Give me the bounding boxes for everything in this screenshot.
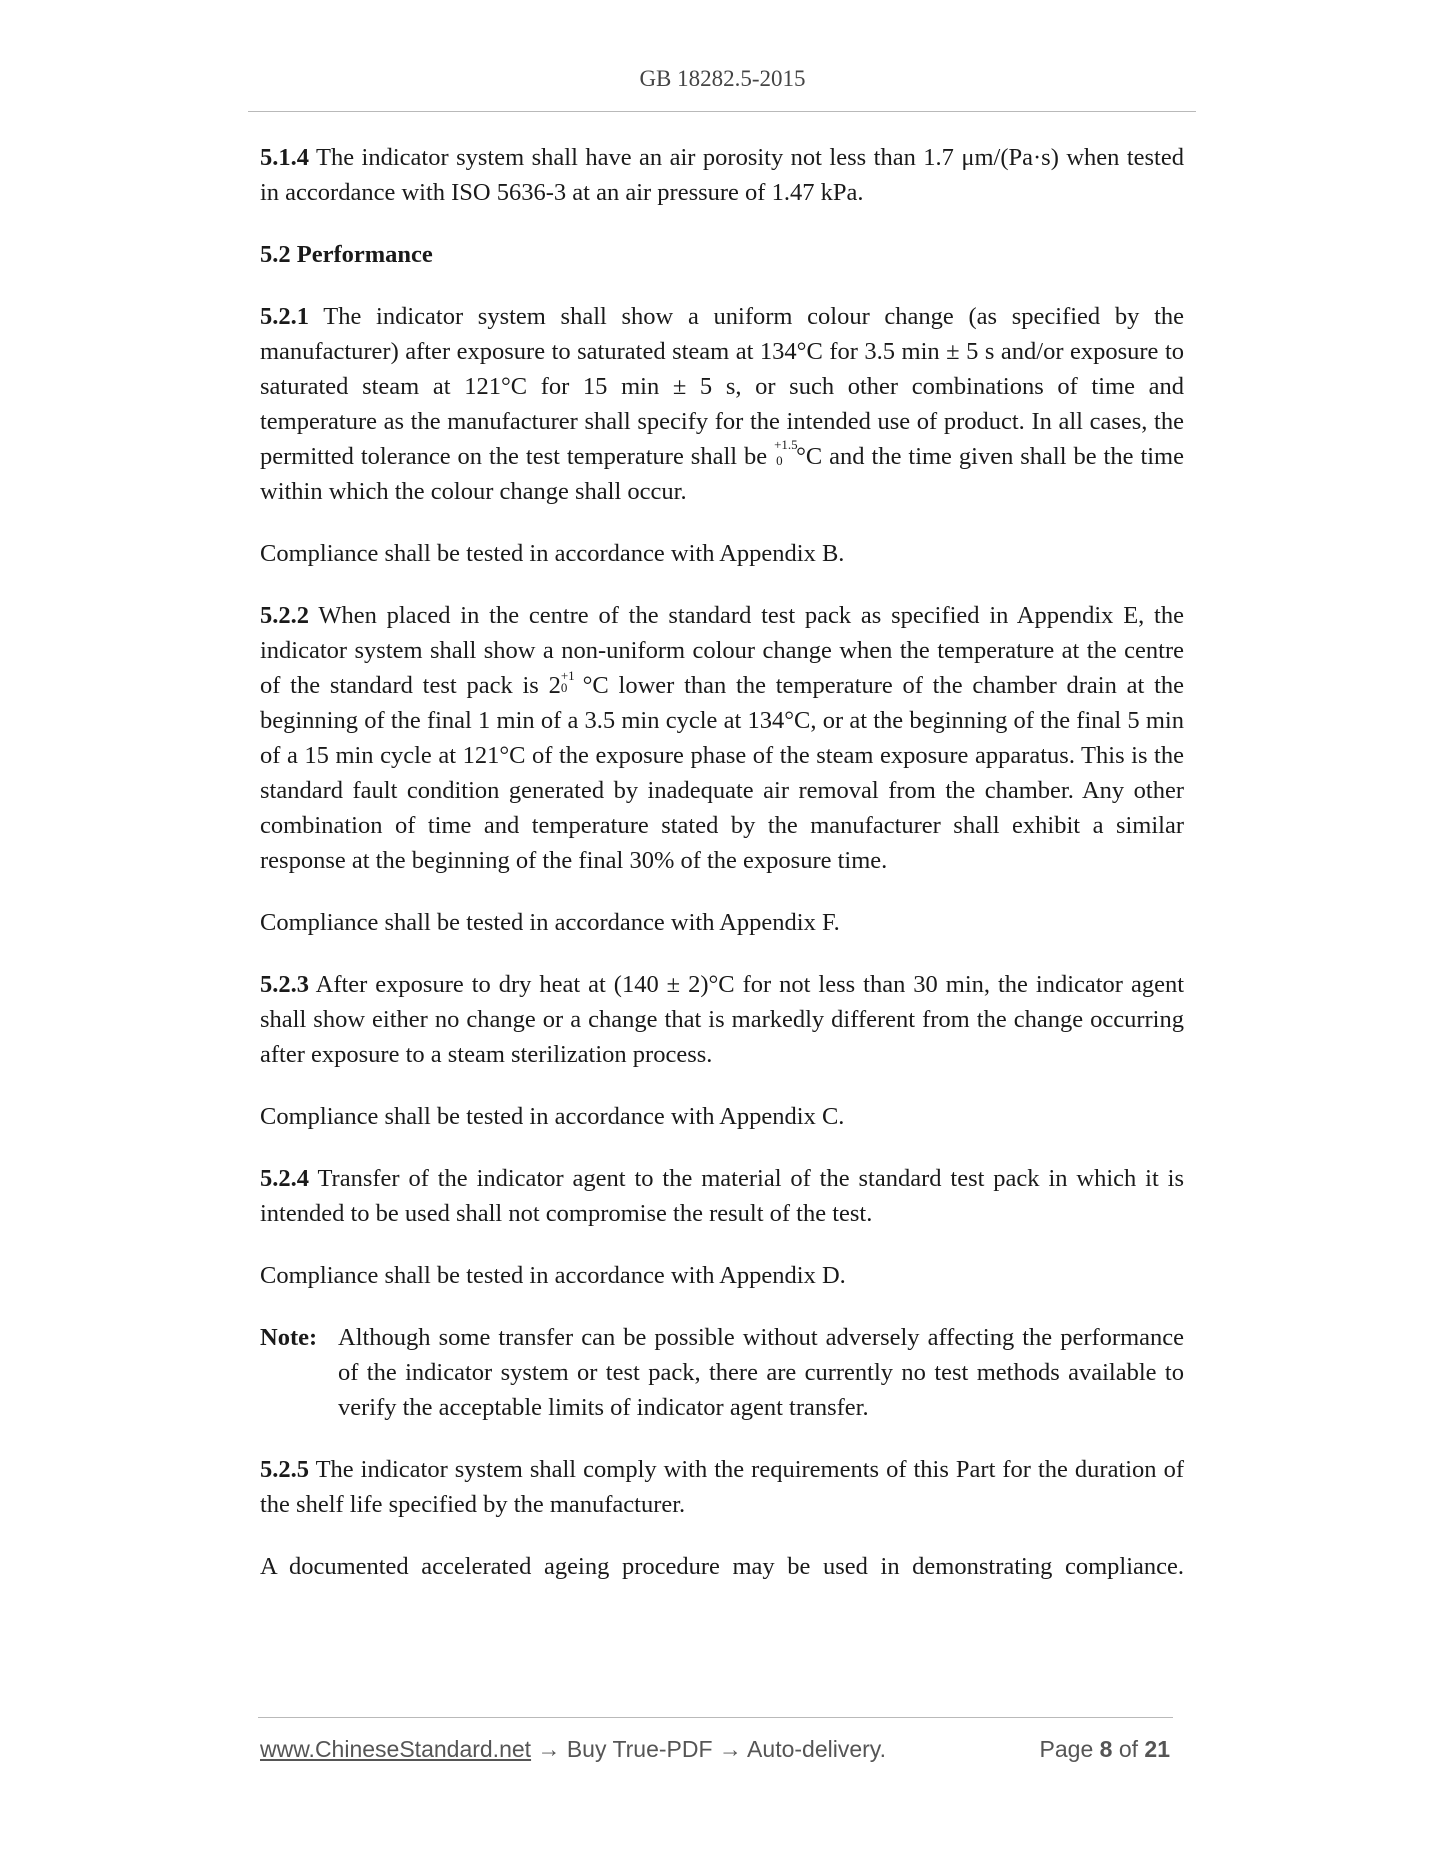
compliance-appendix-f: Compliance shall be tested in accordance with Appendix F. [260,909,840,936]
footer [260,1736,1170,1763]
clause-5-2-2 [260,598,1184,878]
page-of: of [1118,1736,1139,1762]
page-indicator [1040,1736,1170,1763]
clause-5-2-5 [260,1452,1184,1522]
temperature-tolerance [560,668,575,695]
page-current: 8 [1099,1736,1113,1762]
compliance-appendix-b: Compliance shall be tested in accordance with Appendix B. [260,540,845,567]
clause-text: The indicator system shall have an air porosity not less than 1.7 μm/(Pa·s) when tested in accordance with ISO 5636-3 at an air pressure of 1.47 kPa. [260,144,1184,206]
accelerated-ageing-note: A documented accelerated ageing procedure may be used in demonstrating compliance. [260,1553,1184,1580]
note-label: Note: [260,1324,318,1351]
clause-number: 5.2.2 [260,602,309,629]
clause-5-2-4 [260,1161,1184,1231]
clause-text: After exposure to dry heat at (140 ± 2)°C for not less than 30 min, the indicator agent shall show either no change or a change that is markedly different from the change occurring after exposure to a steam sterilization process. [260,971,1184,1068]
document-body [260,140,1184,1584]
page-word: Page [1039,1736,1094,1762]
page-total: 21 [1144,1736,1170,1762]
compliance-appendix-c: Compliance shall be tested in accordance with Appendix C. [260,1103,845,1130]
clause-text-cont: °C and the time given shall be the time within which the colour change shall occur. [260,443,1184,505]
website-link[interactable]: www.ChineseStandard.net [260,1736,532,1762]
clause-number: 5.2.4 [260,1165,309,1192]
clause-text: The indicator system shall show a uniform colour change (as specified by the manufacturer) after exposure to saturated steam at 134°C for 3.5 min ± 5 s and/or exposure to saturated steam at 121°C for 15 min ± 5 s, or such other combinations of time and temperature as the manufacturer shall specify for the intended use of product. In all cases, the permitted tolerance on the test temperature shall be [260,303,1184,470]
footer-tagline: → Buy True-PDF → Auto-delivery. [531,1736,886,1762]
clause-text: The indicator system shall comply with the requirements of this Part for the duration of the shelf life specified by the manufacturer. [260,1456,1184,1518]
note-block [260,1320,1184,1425]
clause-text: Transfer of the indicator agent to the material of the standard test pack in which it is intended to be used shall not compromise the result of the test. [260,1165,1184,1227]
footer-divider [258,1717,1173,1718]
clause-number: 5.2.1 [260,303,309,330]
clause-number: 5.2.5 [260,1456,309,1483]
clause-text: When placed in the centre of the standard test pack as specified in Appendix E, the indicator system shall show a non-uniform colour change when the temperature at the centre of the standard test pack is 2 [260,602,1184,699]
tolerance-upper: +1 [560,668,575,683]
compliance-appendix-d: Compliance shall be tested in accordance with Appendix D. [260,1262,846,1289]
clause-number: 5.2.3 [260,971,309,998]
clause-5-2-1 [260,299,1184,509]
section-heading-performance: 5.2 Performance [260,241,433,268]
running-header: GB 18282.5-2015 [639,66,806,91]
clause-5-1-4 [260,140,1184,210]
temperature-tolerance [774,437,798,468]
tolerance-lower: 0 [776,453,783,468]
tolerance-upper: +1.5 [774,437,798,452]
tolerance-lower: 0 [560,680,568,695]
clause-number: 5.1.4 [260,144,309,171]
clause-text-cont: °C lower than the temperature of the chamber drain at the beginning of the final 1 min of a 3.5 min cycle at 134°C, or at the beginning of the final 5 min of a 15 min cycle at 121°C of the exposure phase of the steam exposure apparatus. This is the standard fault condition generated by inadequate air removal from the chamber. Any other combination of time and temperature stated by the manufacturer shall exhibit a similar response at the beginning of the final 30% of the exposure time. [260,672,1184,874]
clause-5-2-3 [260,967,1184,1072]
header-divider [248,111,1196,112]
note-text: Although some transfer can be possible without adversely affecting the performance of the indicator system or test pack, there are currently no test methods available to verify the acceptable limits of indicator agent transfer. [338,1324,1184,1421]
